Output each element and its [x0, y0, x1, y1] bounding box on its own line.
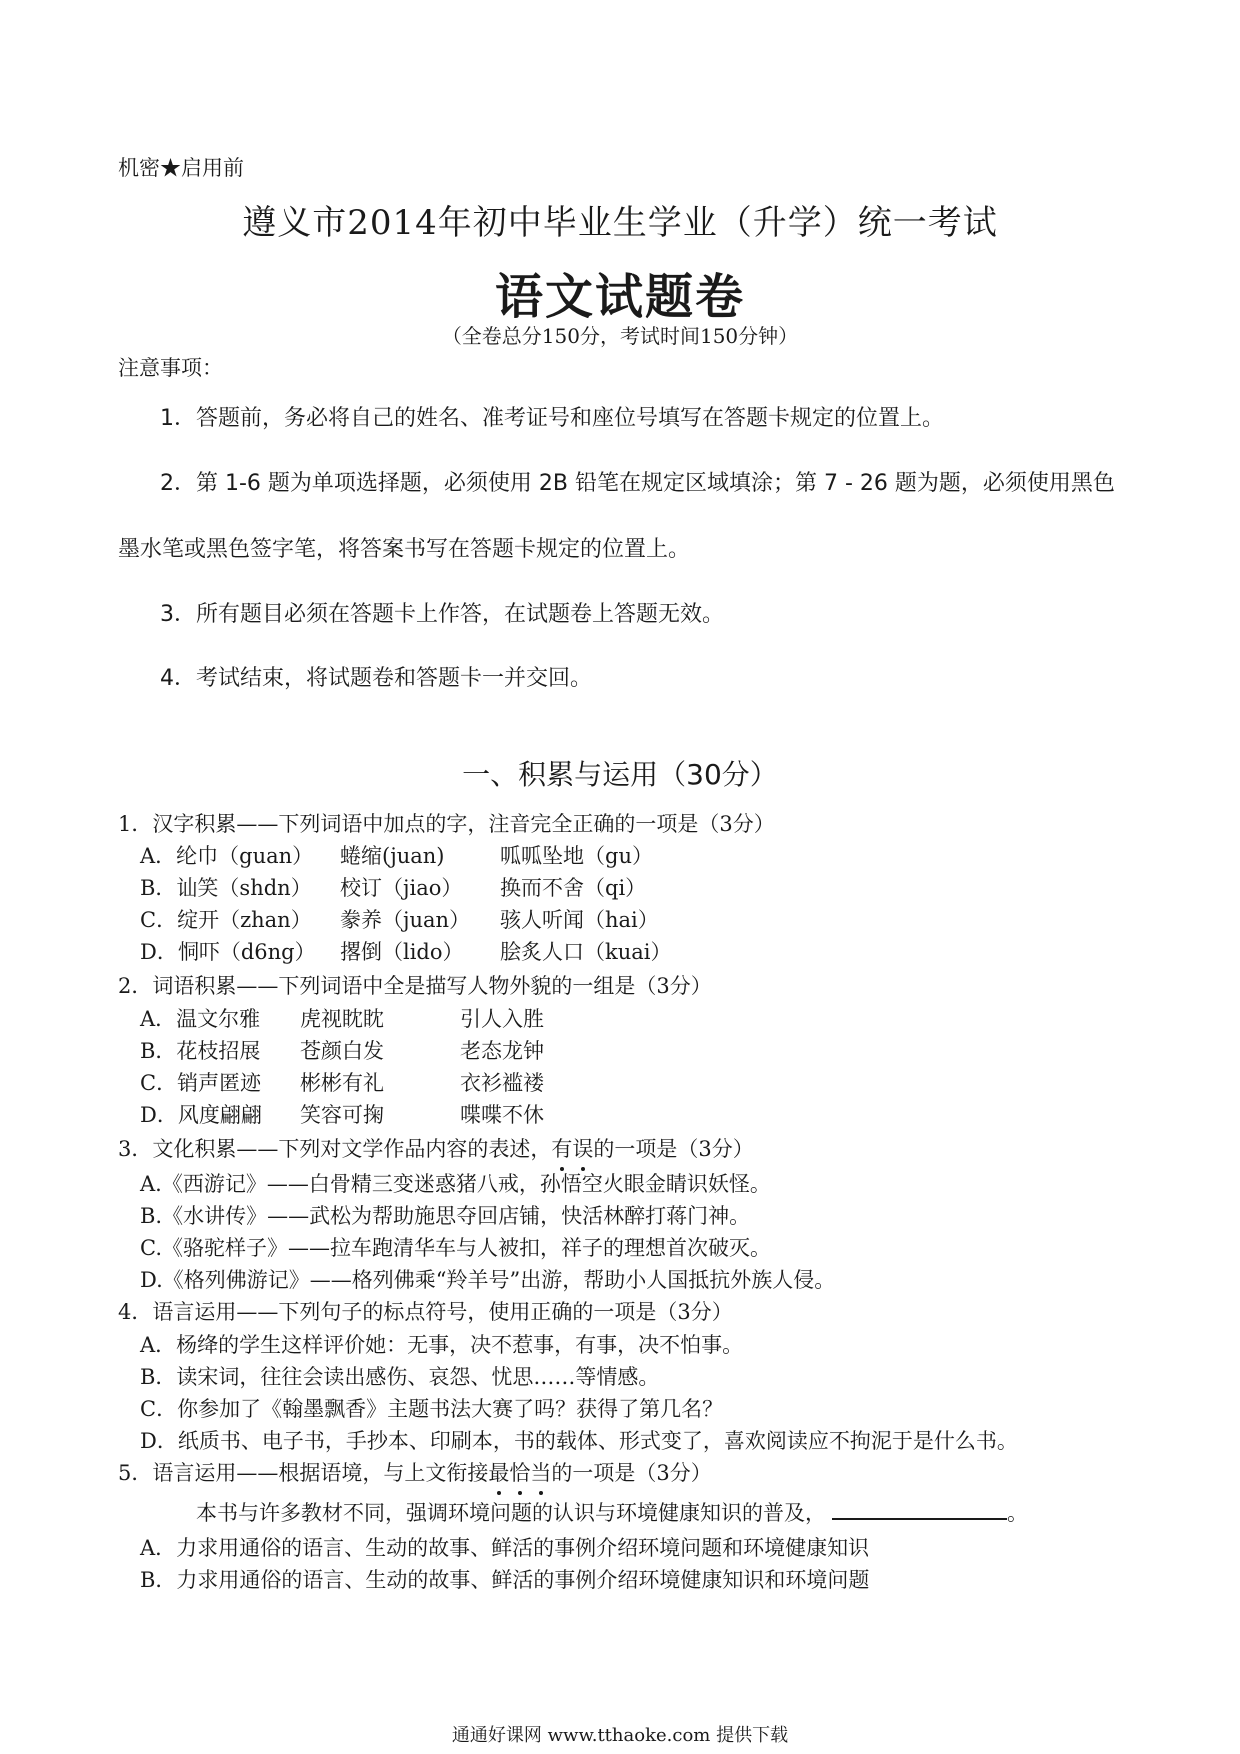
option-term: C．绽开（zhan）: [140, 908, 312, 932]
passage-end: 。: [1007, 1501, 1028, 1525]
question-5-stem: [118, 1457, 712, 1487]
option-term: 呱呱坠地（gu）: [500, 844, 653, 868]
question-1-option-d: [140, 936, 672, 966]
option-term: 校订（jiao）: [340, 876, 463, 900]
stem-text: 3．文化积累——下列对文学作品内容的表述，: [118, 1137, 552, 1161]
question-2-stem: 2．词语积累——下列词语中全是描写人物外貌的一组是（3分）: [118, 974, 712, 998]
question-3-option-a: A.《西游记》——白骨精三变迷惑猪八戒，孙悟空火眼金睛识妖怪。: [140, 1172, 771, 1196]
emphasis-char: 有: [551, 1133, 572, 1163]
stem-text: 的一项是（3分）: [593, 1137, 754, 1161]
question-2-option-a: [140, 1003, 544, 1033]
question-1-stem: 1．汉字积累——下列词语中加点的字，注音完全正确的一项是（3分）: [118, 812, 775, 836]
emphasis-char: 恰: [509, 1457, 530, 1487]
option-term: A．温文尔雅: [140, 1007, 261, 1031]
notice-item: 1．答题前，务必将自己的姓名、准考证号和座位号填写在答题卡规定的位置上。: [160, 406, 944, 431]
question-1-option-a: [140, 840, 653, 870]
stem-text: 的一项是（3分）: [551, 1461, 712, 1485]
answer-blank: [832, 1498, 1007, 1520]
question-5-passage: [196, 1497, 1028, 1527]
option-term: 苍颜白发: [300, 1039, 384, 1063]
emphasis-char: 当: [530, 1457, 551, 1487]
notice-item-continuation: 墨水笔或黑色签字笔，将答案书写在答题卡规定的位置上。: [118, 537, 691, 562]
question-3-stem: [118, 1133, 754, 1163]
stem-text: 5．语言运用——根据语境，与上文衔接: [118, 1461, 489, 1485]
paper-title: 语文试题卷: [494, 269, 745, 325]
option-term: 豢养（juan）: [340, 908, 471, 932]
option-term: 喋喋不休: [460, 1103, 544, 1127]
question-3-option-c: C.《骆驼样子》——拉车跑清华车与人被扣，祥子的理想首次破灭。: [140, 1236, 771, 1260]
option-term: 脍炙人口（kuai）: [500, 940, 672, 964]
question-2-option-b: [140, 1035, 544, 1065]
option-term: 引人入胜: [460, 1007, 544, 1031]
option-term: B．花枝招展: [140, 1039, 261, 1063]
option-term: 衣衫褴褛: [460, 1071, 544, 1095]
option-term: D．恫吓（d6ng）: [140, 940, 316, 964]
option-term: 换而不舍（qi）: [500, 876, 647, 900]
notice-item: 4．考试结束，将试题卷和答题卡一并交回。: [160, 666, 592, 691]
passage-text: 本书与许多教材不同，强调环境问题的认识与环境健康知识的普及，: [196, 1501, 826, 1525]
option-term: 彬彬有礼: [300, 1071, 384, 1095]
footer-download-note: 通通好课网 www.tthaoke.com 提供下载: [451, 1725, 789, 1746]
question-3-option-b: B.《水讲传》——武松为帮助施思夺回店铺，快活林醉打蒋门神。: [140, 1204, 751, 1228]
question-1-option-b: [140, 872, 646, 902]
option-term: C．销声匿迹: [140, 1071, 262, 1095]
section-title: 一、积累与运用（30分）: [462, 758, 778, 791]
question-1-option-c: [140, 904, 659, 934]
question-4-option-a: A．杨绛的学生这样评价她：无事，决不惹事，有事，决不怕事。: [140, 1333, 744, 1357]
option-term: 老态龙钟: [460, 1039, 544, 1063]
question-4-option-c: C．你参加了《翰墨飘香》主题书法大赛了吗？获得了第几名？: [140, 1397, 724, 1421]
question-4-option-d: D．纸质书、电子书，手抄本、印刷本，书的载体、形式变了，喜欢阅读应不拘泥于是什么书。: [140, 1429, 1018, 1453]
question-2-option-c: [140, 1067, 544, 1097]
question-2-option-d: [140, 1099, 544, 1129]
option-term: 虎视眈眈: [300, 1007, 384, 1031]
confidential-label: 机密★启用前: [118, 156, 244, 180]
question-3-option-d: D.《格列佛游记》——格列佛乘“羚羊号”出游，帮助小人国抵抗外族人侵。: [140, 1268, 836, 1292]
emphasis-char: 误: [572, 1133, 593, 1163]
option-term: D．风度翩翩: [140, 1103, 262, 1127]
option-term: 骇人听闻（hai）: [500, 908, 659, 932]
emphasis-char: 最: [488, 1457, 509, 1487]
exam-title: 遵义市2014年初中毕业生学业（升学）统一考试: [242, 203, 998, 243]
option-term: 蜷缩(juan): [340, 844, 445, 868]
notice-item: 2．第 1-6 题为单项选择题，必须使用 2B 铅笔在规定区域填涂；第 7 - 26 题为题，必须使用黑色: [160, 471, 1115, 496]
question-4-option-b: B．读宋词，往往会读出感伤、哀怨、忧思……等情感。: [140, 1365, 660, 1389]
notice-heading: 注意事项：: [118, 356, 223, 380]
question-5-option-a: A．力求用通俗的语言、生动的故事、鲜活的事例介绍环境问题和环境健康知识: [140, 1536, 870, 1560]
question-4-stem: 4．语言运用——下列句子的标点符号，使用正确的一项是（3分）: [118, 1300, 733, 1324]
option-term: 撂倒（lido）: [340, 940, 464, 964]
question-5-option-b: B．力求用通俗的语言、生动的故事、鲜活的事例介绍环境健康知识和环境问题: [140, 1568, 870, 1592]
notice-item: 3．所有题目必须在答题卡上作答，在试题卷上答题无效。: [160, 602, 724, 627]
option-term: A．纶巾（guan）: [140, 844, 314, 868]
option-term: B．讪笑（shdn）: [140, 876, 312, 900]
paper-subtitle: （全卷总分150分，考试时间150分钟）: [441, 324, 799, 348]
option-term: 笑容可掬: [300, 1103, 384, 1127]
